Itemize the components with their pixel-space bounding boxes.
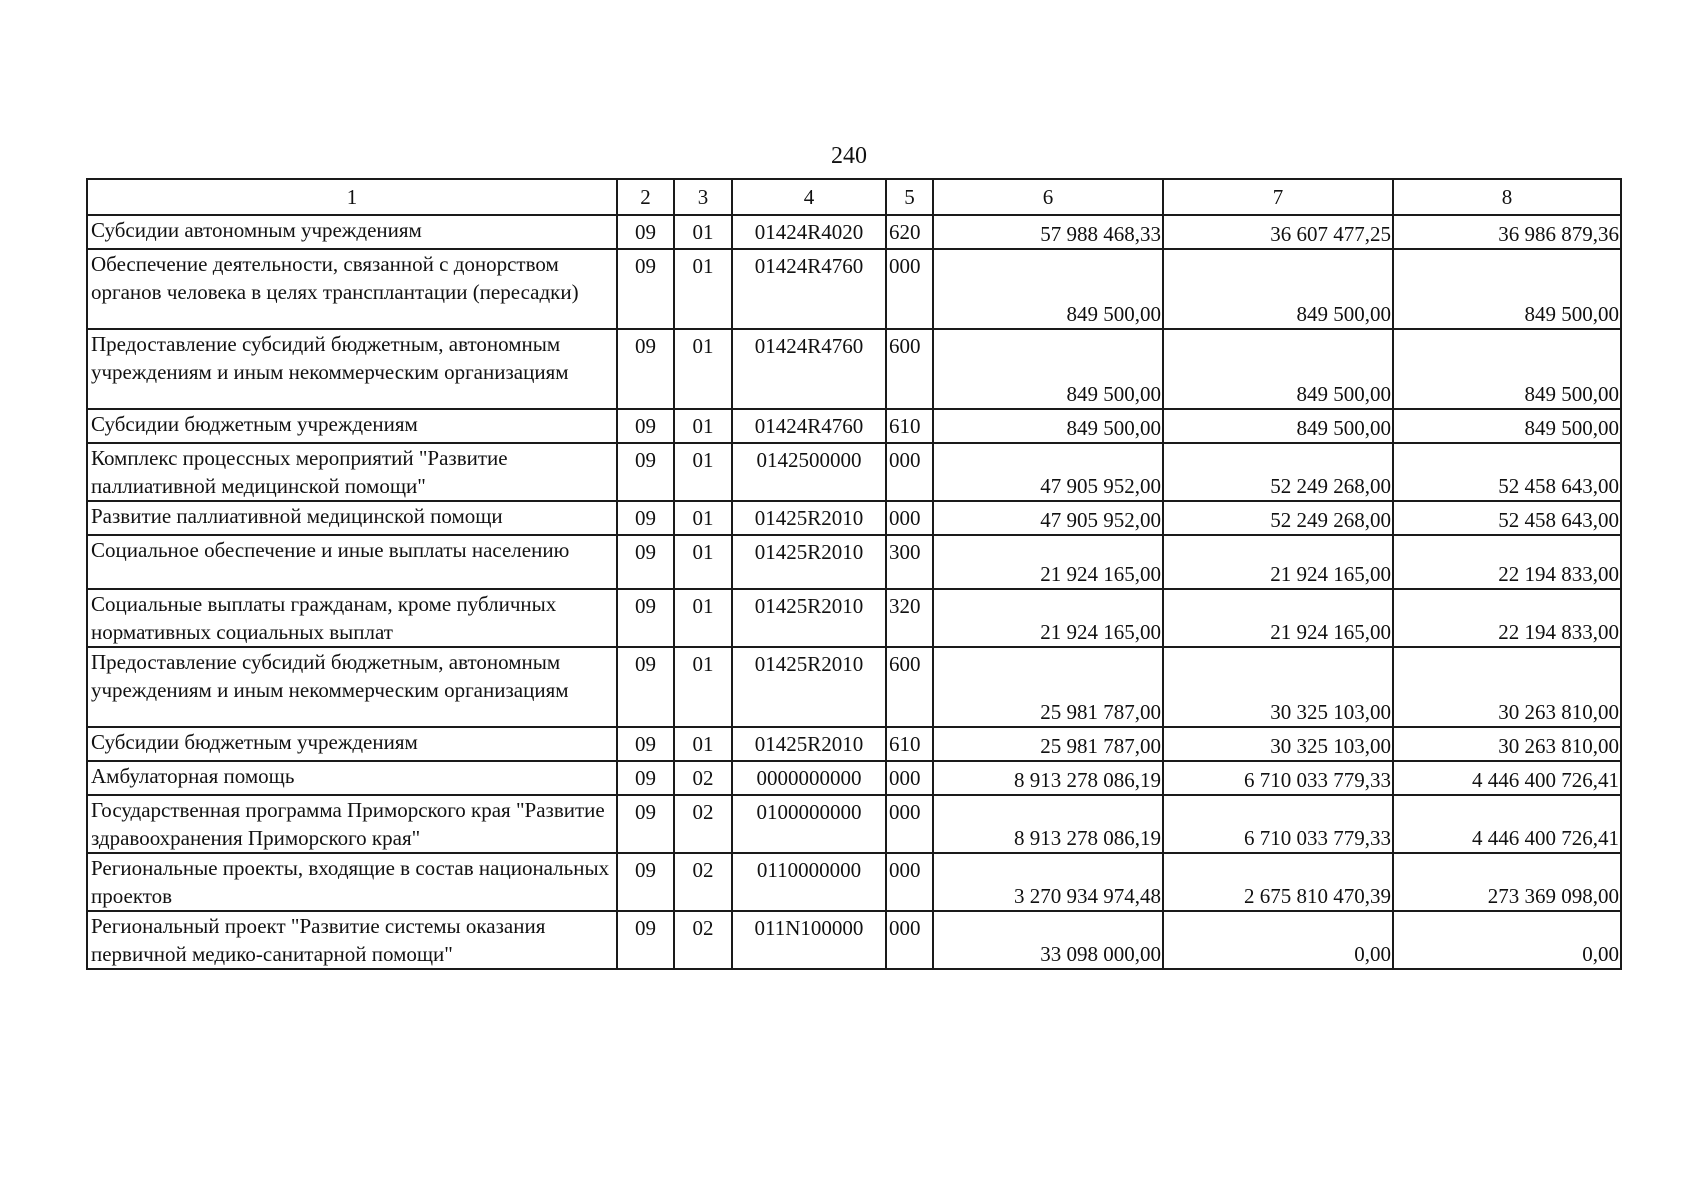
table-row bbox=[87, 501, 1621, 535]
amount-col7-cell: 849 500,00 bbox=[1163, 329, 1393, 409]
row-name-cell: Региональный проект "Развитие системы оказания первичной медико-санитарной помощи" bbox=[87, 911, 617, 969]
subsection-code-cell: 02 bbox=[674, 911, 732, 969]
expense-type-cell: 610 bbox=[886, 409, 933, 443]
subsection-code-cell: 01 bbox=[674, 409, 732, 443]
target-article-cell: 011N100000 bbox=[732, 911, 886, 969]
subsection-code-cell: 01 bbox=[674, 501, 732, 535]
expense-type-cell: 000 bbox=[886, 795, 933, 853]
target-article-cell: 0110000000 bbox=[732, 853, 886, 911]
amount-col7-cell: 30 325 103,00 bbox=[1163, 727, 1393, 761]
expense-type-cell: 000 bbox=[886, 853, 933, 911]
amount-col7-cell: 21 924 165,00 bbox=[1163, 535, 1393, 589]
subsection-code-cell: 01 bbox=[674, 647, 732, 727]
row-name-cell: Субсидии бюджетным учреждениям bbox=[87, 409, 617, 443]
amount-col6-cell: 21 924 165,00 bbox=[933, 535, 1163, 589]
target-article-cell: 0100000000 bbox=[732, 795, 886, 853]
amount-col7-cell: 849 500,00 bbox=[1163, 409, 1393, 443]
subsection-code-cell: 01 bbox=[674, 727, 732, 761]
column-header: 5 bbox=[886, 179, 933, 215]
expense-type-cell: 610 bbox=[886, 727, 933, 761]
amount-col7-cell: 849 500,00 bbox=[1163, 249, 1393, 329]
section-code-cell: 09 bbox=[617, 589, 674, 647]
table-row bbox=[87, 249, 1621, 329]
section-code-cell: 09 bbox=[617, 443, 674, 501]
table-row bbox=[87, 409, 1621, 443]
row-name-cell: Обеспечение деятельности, связанной с донорством органов человека в целях трансплантации (пересадки) bbox=[87, 249, 617, 329]
expense-type-cell: 000 bbox=[886, 761, 933, 795]
amount-col6-cell: 8 913 278 086,19 bbox=[933, 795, 1163, 853]
section-code-cell: 09 bbox=[617, 727, 674, 761]
subsection-code-cell: 01 bbox=[674, 589, 732, 647]
expense-type-cell: 000 bbox=[886, 501, 933, 535]
subsection-code-cell: 01 bbox=[674, 535, 732, 589]
amount-col7-cell: 21 924 165,00 bbox=[1163, 589, 1393, 647]
target-article-cell: 01424R4760 bbox=[732, 409, 886, 443]
page-number: 240 bbox=[831, 143, 867, 169]
amount-col8-cell: 52 458 643,00 bbox=[1393, 501, 1621, 535]
subsection-code-cell: 02 bbox=[674, 795, 732, 853]
section-code-cell: 09 bbox=[617, 249, 674, 329]
amount-col6-cell: 33 098 000,00 bbox=[933, 911, 1163, 969]
row-name-cell: Комплекс процессных мероприятий "Развитие паллиативной медицинской помощи" bbox=[87, 443, 617, 501]
target-article-cell: 01425R2010 bbox=[732, 589, 886, 647]
target-article-cell: 01425R2010 bbox=[732, 727, 886, 761]
row-name-cell: Предоставление субсидий бюджетным, автономным учреждениям и иным некоммерческим организациям bbox=[87, 647, 617, 727]
amount-col8-cell: 36 986 879,36 bbox=[1393, 215, 1621, 249]
expense-type-cell: 000 bbox=[886, 443, 933, 501]
table-row bbox=[87, 535, 1621, 589]
row-name-cell: Государственная программа Приморского края "Развитие здравоохранения Приморского края" bbox=[87, 795, 617, 853]
section-code-cell: 09 bbox=[617, 535, 674, 589]
amount-col7-cell: 52 249 268,00 bbox=[1163, 443, 1393, 501]
section-code-cell: 09 bbox=[617, 647, 674, 727]
column-header: 3 bbox=[674, 179, 732, 215]
table-row bbox=[87, 215, 1621, 249]
row-name-cell: Амбулаторная помощь bbox=[87, 761, 617, 795]
amount-col8-cell: 4 446 400 726,41 bbox=[1393, 795, 1621, 853]
amount-col6-cell: 21 924 165,00 bbox=[933, 589, 1163, 647]
amount-col7-cell: 6 710 033 779,33 bbox=[1163, 761, 1393, 795]
column-header: 6 bbox=[933, 179, 1163, 215]
target-article-cell: 01425R2010 bbox=[732, 647, 886, 727]
column-header: 1 bbox=[87, 179, 617, 215]
table-row bbox=[87, 589, 1621, 647]
column-header: 2 bbox=[617, 179, 674, 215]
section-code-cell: 09 bbox=[617, 501, 674, 535]
subsection-code-cell: 01 bbox=[674, 249, 732, 329]
amount-col7-cell: 2 675 810 470,39 bbox=[1163, 853, 1393, 911]
amount-col8-cell: 30 263 810,00 bbox=[1393, 727, 1621, 761]
column-header: 8 bbox=[1393, 179, 1621, 215]
amount-col8-cell: 849 500,00 bbox=[1393, 249, 1621, 329]
table-row bbox=[87, 761, 1621, 795]
subsection-code-cell: 02 bbox=[674, 853, 732, 911]
amount-col8-cell: 30 263 810,00 bbox=[1393, 647, 1621, 727]
amount-col8-cell: 4 446 400 726,41 bbox=[1393, 761, 1621, 795]
expense-type-cell: 320 bbox=[886, 589, 933, 647]
section-code-cell: 09 bbox=[617, 409, 674, 443]
budget-table bbox=[86, 178, 1622, 970]
table-row bbox=[87, 443, 1621, 501]
target-article-cell: 0142500000 bbox=[732, 443, 886, 501]
row-name-cell: Социальное обеспечение и иные выплаты населению bbox=[87, 535, 617, 589]
row-name-cell: Развитие паллиативной медицинской помощи bbox=[87, 501, 617, 535]
amount-col8-cell: 849 500,00 bbox=[1393, 409, 1621, 443]
row-name-cell: Социальные выплаты гражданам, кроме публичных нормативных социальных выплат bbox=[87, 589, 617, 647]
subsection-code-cell: 01 bbox=[674, 215, 732, 249]
section-code-cell: 09 bbox=[617, 329, 674, 409]
target-article-cell: 01425R2010 bbox=[732, 535, 886, 589]
expense-type-cell: 000 bbox=[886, 249, 933, 329]
expense-type-cell: 620 bbox=[886, 215, 933, 249]
amount-col6-cell: 8 913 278 086,19 bbox=[933, 761, 1163, 795]
table-row bbox=[87, 795, 1621, 853]
amount-col6-cell: 849 500,00 bbox=[933, 249, 1163, 329]
target-article-cell: 01424R4760 bbox=[732, 329, 886, 409]
section-code-cell: 09 bbox=[617, 853, 674, 911]
amount-col8-cell: 849 500,00 bbox=[1393, 329, 1621, 409]
table-row bbox=[87, 329, 1621, 409]
amount-col8-cell: 22 194 833,00 bbox=[1393, 535, 1621, 589]
subsection-code-cell: 02 bbox=[674, 761, 732, 795]
amount-col7-cell: 52 249 268,00 bbox=[1163, 501, 1393, 535]
table-row bbox=[87, 911, 1621, 969]
row-name-cell: Субсидии автономным учреждениям bbox=[87, 215, 617, 249]
target-article-cell: 01425R2010 bbox=[732, 501, 886, 535]
expense-type-cell: 000 bbox=[886, 911, 933, 969]
section-code-cell: 09 bbox=[617, 795, 674, 853]
expense-type-cell: 600 bbox=[886, 329, 933, 409]
amount-col6-cell: 57 988 468,33 bbox=[933, 215, 1163, 249]
amount-col6-cell: 849 500,00 bbox=[933, 329, 1163, 409]
amount-col7-cell: 0,00 bbox=[1163, 911, 1393, 969]
section-code-cell: 09 bbox=[617, 761, 674, 795]
table-row bbox=[87, 853, 1621, 911]
target-article-cell: 01424R4760 bbox=[732, 249, 886, 329]
column-header: 4 bbox=[732, 179, 886, 215]
subsection-code-cell: 01 bbox=[674, 329, 732, 409]
amount-col6-cell: 25 981 787,00 bbox=[933, 647, 1163, 727]
amount-col6-cell: 25 981 787,00 bbox=[933, 727, 1163, 761]
table-row bbox=[87, 727, 1621, 761]
section-code-cell: 09 bbox=[617, 215, 674, 249]
amount-col6-cell: 47 905 952,00 bbox=[933, 501, 1163, 535]
table-header-row bbox=[87, 179, 1621, 215]
expense-type-cell: 300 bbox=[886, 535, 933, 589]
section-code-cell: 09 bbox=[617, 911, 674, 969]
amount-col7-cell: 36 607 477,25 bbox=[1163, 215, 1393, 249]
target-article-cell: 0000000000 bbox=[732, 761, 886, 795]
amount-col7-cell: 30 325 103,00 bbox=[1163, 647, 1393, 727]
expense-type-cell: 600 bbox=[886, 647, 933, 727]
amount-col6-cell: 849 500,00 bbox=[933, 409, 1163, 443]
amount-col8-cell: 22 194 833,00 bbox=[1393, 589, 1621, 647]
amount-col6-cell: 47 905 952,00 bbox=[933, 443, 1163, 501]
row-name-cell: Субсидии бюджетным учреждениям bbox=[87, 727, 617, 761]
amount-col8-cell: 0,00 bbox=[1393, 911, 1621, 969]
amount-col8-cell: 273 369 098,00 bbox=[1393, 853, 1621, 911]
row-name-cell: Предоставление субсидий бюджетным, автономным учреждениям и иным некоммерческим организациям bbox=[87, 329, 617, 409]
target-article-cell: 01424R4020 bbox=[732, 215, 886, 249]
subsection-code-cell: 01 bbox=[674, 443, 732, 501]
row-name-cell: Региональные проекты, входящие в состав национальных проектов bbox=[87, 853, 617, 911]
amount-col6-cell: 3 270 934 974,48 bbox=[933, 853, 1163, 911]
amount-col8-cell: 52 458 643,00 bbox=[1393, 443, 1621, 501]
column-header: 7 bbox=[1163, 179, 1393, 215]
table-row bbox=[87, 647, 1621, 727]
amount-col7-cell: 6 710 033 779,33 bbox=[1163, 795, 1393, 853]
